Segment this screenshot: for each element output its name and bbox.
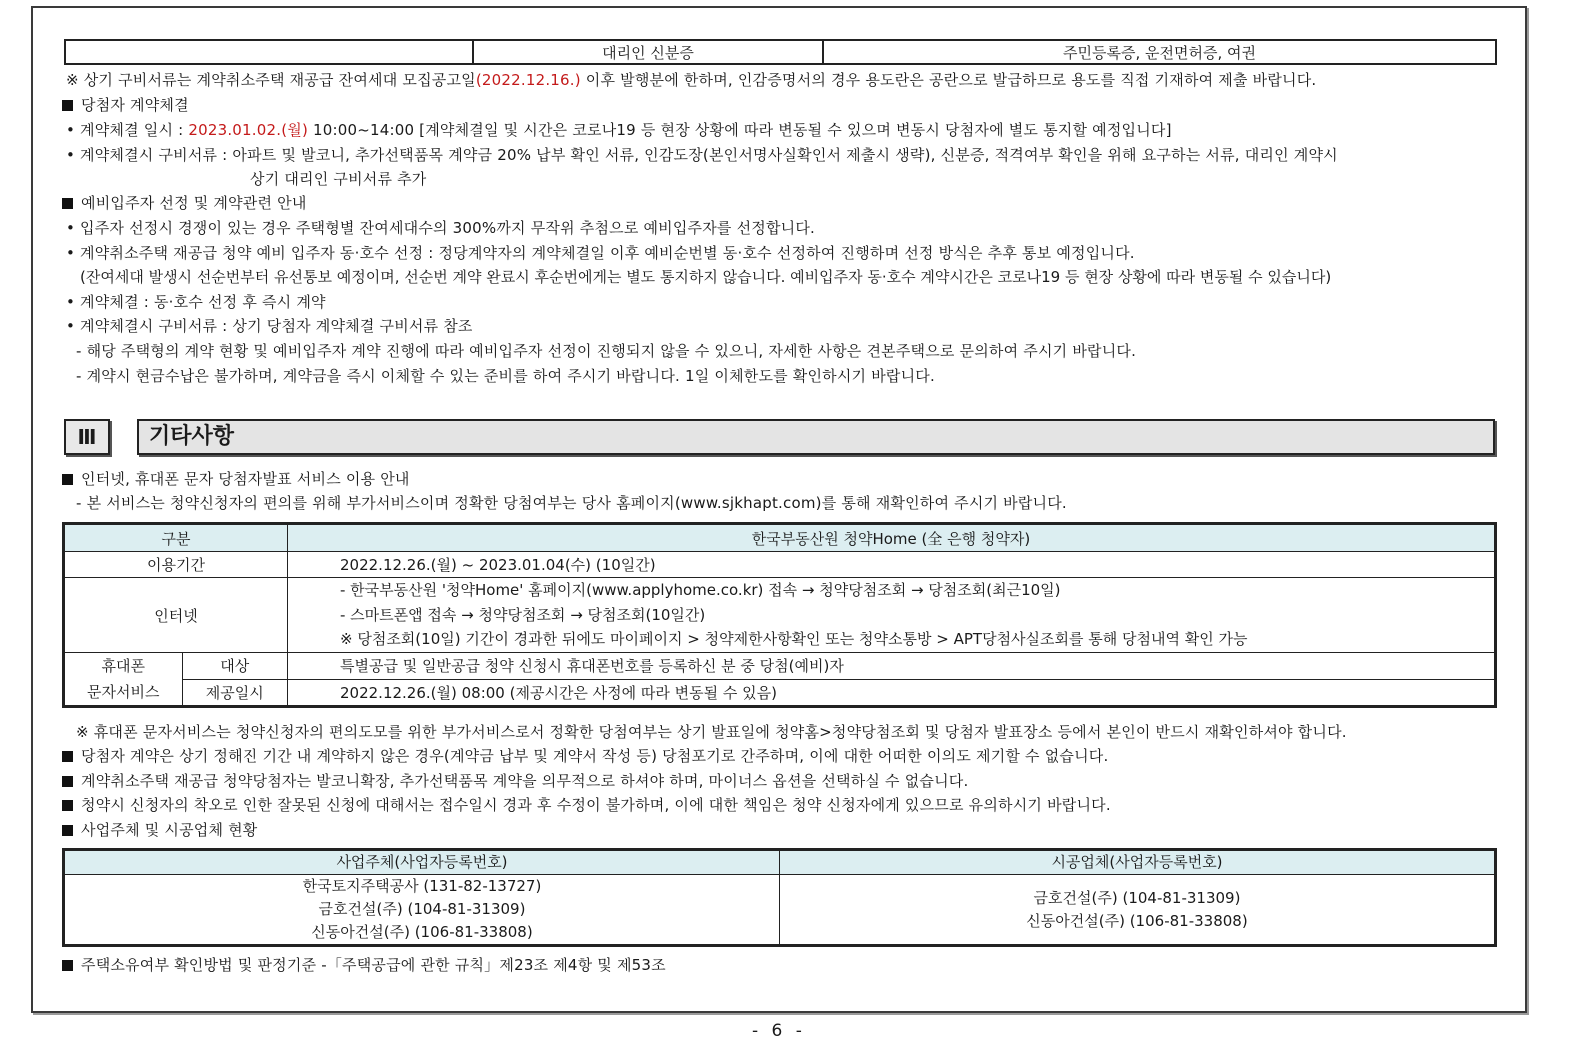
square-bullet-icon <box>62 474 73 485</box>
sms-note: ※ 휴대폰 문자서비스는 청약신청자의 편의도모를 위한 부가서비스로서 정확한 당첨여부는 상기 발표일에 청약홈>청약당첨조회 및 당첨자 발표장소 등에서 본인이 반드시 재확인하셔야 합니다. <box>76 723 1347 741</box>
internet-desc: - 본 서비스는 청약신청자의 편의를 위해 부가서비스이며 정확한 당첨여부는 당사 홈페이지(www.sjkhapt.com)를 통해 재확인하여 주시기 바랍니다. <box>76 494 1067 512</box>
agent-id-label: 대리인 신분증 <box>473 40 823 64</box>
bullet-dot-icon: • <box>66 317 76 335</box>
contract-docs: • 계약체결시 구비서류 : 아파트 및 발코니, 추가선택품목 계약금 20% 납부 확인 서류, 인감도장(본인서명사실확인서 제출시 생략), 신분증, 적격여부 확인을 위해 요구하는 서류, 대리인 계약시 <box>66 146 1338 164</box>
square-bullet-icon <box>62 751 73 762</box>
note-mistake: 청약시 신청자의 착오로 인한 잘못된 신청에 대해서는 접수일시 경과 후 수정이 불가하며, 이에 대한 책임은 청약 신청자에게 있으므로 유의하시기 바랍니다. <box>62 794 1111 815</box>
reserve-b2-cont: (잔여세대 발생시 선순번부터 유선통보 예정이며, 선순번 계약 완료시 후순번에게는 별도 통지하지 않습니다. 예비입주자 동·호수 계약시간은 코로나19 등 현장 상황에 따라 변동될 수 있습니다) <box>80 268 1332 286</box>
square-bullet-icon <box>62 198 73 209</box>
contract-date: • 계약체결 일시 : 2023.01.02.(월) 10:00~14:00 [계약체결일 및 시간은 코로나19 등 현장 상황에 따라 변동될 수 있으며 변동시 당첨자에 별도 통지할 예정입니다] <box>66 121 1172 139</box>
business-table <box>64 850 1495 945</box>
note-balcony: 계약취소주택 재공급 청약당첨자는 발코니확장, 추가선택품목 계약을 의무적으로 하셔야 하며, 마이너스 옵션을 선택하실 수 없습니다. <box>62 770 968 791</box>
bullet-dot-icon: • <box>66 244 76 262</box>
section-header <box>64 419 1496 458</box>
reserve-b3: • 계약체결 : 동·호수 선정 후 즉시 계약 <box>66 293 326 311</box>
bullet-dot-icon: • <box>66 121 76 139</box>
square-bullet-icon <box>62 825 73 836</box>
square-bullet-icon <box>62 776 73 787</box>
col-header-applyhome: 한국부동산원 청약Home (全 은행 청약자) <box>288 525 1495 552</box>
sms-label: 휴대폰 문자서비스 <box>65 653 183 706</box>
col-header-developer: 사업주체(사업자등록번호) <box>65 851 780 875</box>
bullet-dot-icon: • <box>66 293 76 311</box>
internet-detail-3: ※ 당첨조회(10일) 기간이 경과한 뒤에도 마이페이지 > 청약제한사항확인 또는 청약소통방 > APT당첨사실조회를 통해 당첨내역 확인 가능 <box>340 630 1248 649</box>
internet-detail-2: - 스마트폰앱 접속 → 청약당첨조회 → 당첨조회(10일간) <box>340 605 706 624</box>
note-forfeit: 당첨자 계약은 상기 정해진 기간 내 계약하지 않은 경우(계약금 납부 및 계약서 작성 등) 당첨포기로 간주하며, 이에 대한 어떠한 이의도 제기할 수 없습니다. <box>62 745 1108 766</box>
internet-details <box>288 578 1495 653</box>
provide-label: 제공일시 <box>182 679 287 706</box>
contractor-list <box>780 875 1495 945</box>
contract-heading: 당첨자 계약체결 <box>62 94 189 115</box>
contract-docs-cont: 상기 대리인 구비서류 추가 <box>250 170 427 188</box>
target-value: 특별공급 및 일반공급 청약 신청시 휴대폰번호를 등록하신 분 중 당첨(예비)자 <box>288 653 1495 680</box>
square-bullet-icon <box>62 800 73 811</box>
internet-detail-1: - 한국부동산원 '청약Home' 홈페이지(www.applyhome.co.kr) 접속 → 청약당첨조회 → 당첨조회(최근10일) <box>340 581 1061 600</box>
reserve-d1: - 해당 주택형의 계약 현황 및 예비입주자 계약 진행에 따라 예비입주자 선정이 진행되지 않을 수 있으니, 자세한 사항은 견본주택으로 문의하여 주시기 바랍니다. <box>76 342 1137 360</box>
provide-value: 2022.12.26.(월) 08:00 (제공시간은 사정에 따라 변동될 수 있음) <box>288 679 1495 706</box>
developer-item: 한국토지주택공사 (131-82-13727) <box>302 877 542 895</box>
reserve-b2: • 계약취소주택 재공급 청약 예비 입주자 동·호수 선정 : 정당계약자의 계약체결일 이후 예비순번별 동·호수 선정하여 진행하며 선정 방식은 추후 통보 예정입니다. <box>66 244 1135 262</box>
reserve-b1: • 입주자 선정시 경쟁이 있는 경우 주택형별 잔여세대수의 300%까지 무작위 추첨으로 예비입주자를 선정합니다. <box>66 219 816 237</box>
internet-label: 인터넷 <box>65 578 288 653</box>
developer-item: 신동아건설(주) (106-81-33808) <box>311 923 533 941</box>
reserve-heading: 예비입주자 선정 및 계약관련 안내 <box>62 192 307 213</box>
developer-item: 금호건설(주) (104-81-31309) <box>318 900 526 918</box>
page-number: - 6 - <box>752 1021 806 1041</box>
col-header-category: 구분 <box>65 525 288 552</box>
agent-id-table <box>64 39 1497 65</box>
period-value: 2022.12.26.(월) ~ 2023.01.04(수) (10일간) <box>288 552 1495 578</box>
period-label: 이용기간 <box>65 552 288 578</box>
internet-heading: 인터넷, 휴대폰 문자 당첨자발표 서비스 이용 안내 <box>62 468 410 489</box>
contractor-item: 금호건설(주) (104-81-31309) <box>1033 888 1241 907</box>
agent-id-value: 주민등록증, 운전면허증, 여권 <box>823 40 1496 64</box>
reserve-d2: - 계약시 현금수납은 불가하며, 계약금을 즉시 이체할 수 있는 준비를 하여 주시기 바랍니다. 1일 이체한도를 확인하시기 바랍니다. <box>76 367 935 385</box>
bullet-dot-icon: • <box>66 219 76 237</box>
developer-list <box>65 875 780 945</box>
reserve-b4: • 계약체결시 구비서류 : 상기 당첨자 계약체결 구비서류 참조 <box>66 317 473 335</box>
contractor-item: 신동아건설(주) (106-81-33808) <box>1026 911 1248 930</box>
target-label: 대상 <box>182 653 287 680</box>
section-number: Ⅲ <box>64 419 110 455</box>
square-bullet-icon <box>62 100 73 111</box>
service-table <box>64 524 1495 706</box>
footer-note: 주택소유여부 확인방법 및 판정기준 -「주택공급에 관한 규칙」제23조 제4항 및 제53조 <box>62 954 666 975</box>
col-header-contractor: 시공업체(사업자등록번호) <box>780 851 1495 875</box>
bullet-dot-icon: • <box>66 146 76 164</box>
square-bullet-icon <box>62 960 73 971</box>
empty-cell <box>65 40 473 64</box>
docs-note: ※ 상기 구비서류는 계약취소주택 재공급 잔여세대 모집공고일(2022.12.16.) 이후 발행분에 한하며, 인감증명서의 경우 용도란은 공란으로 발급하므로 용도를 직접 기재하여 제출 바랍니다. <box>66 71 1317 89</box>
note-companies: 사업주체 및 시공업체 현황 <box>62 819 258 840</box>
section-title: 기타사항 <box>137 419 1495 455</box>
